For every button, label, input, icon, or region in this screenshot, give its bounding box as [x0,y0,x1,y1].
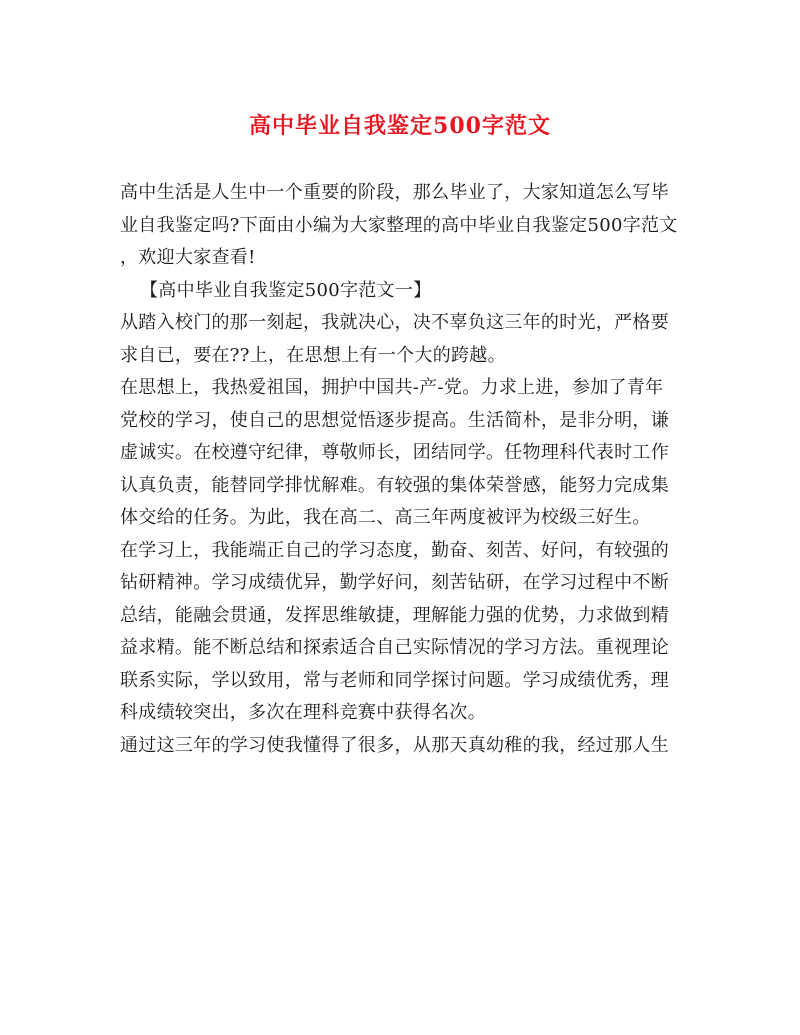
body-line: 求自已，要在??上，在思想上有一个大的跨越。 [120,344,506,366]
body-line: 认真负责，能替同学排忧解难。有较强的集体荣誉感，能努力完成集 [120,474,669,496]
document-body [120,177,690,762]
body-line: 益求精。能不断总结和探索适合自己实际情况的学习方法。重视理论 [120,637,669,658]
body-line: 业自我鉴定吗?下面由小编为大家整理的高中毕业自我鉴定500字范文 [120,214,678,236]
body-line: 体交给的任务。为此，我在高二、高三年两度被评为校级三好生。 [120,507,651,528]
body-line: 虚诚实。在校遵守纪律，尊敬师长，团结同学。任物理科代表时工作 [120,442,669,463]
body-line: 科成绩较突出，多次在理科竞赛中获得名次。 [120,702,486,723]
body-line: 钻研精神。学习成绩优异，勤学好问，刻苦钻研，在学习过程中不断 [120,572,669,593]
body-line: 联系实际，学以致用，常与老师和同学探讨问题。学习成绩优秀，理 [120,669,669,691]
body-line: 在思想上，我热爱祖国，拥护中国共-产-党。力求上进，参加了青年 [120,377,664,398]
body-line: 通过这三年的学习使我懂得了很多，从那天真幼稚的我，经过那人生 [120,734,669,756]
body-line: 从踏入校门的那一刻起，我就决心，决不辜负这三年的时光，严格要 [120,312,669,333]
body-line: 高中生活是人生中一个重要的阶段，那么毕业了，大家知道怎么写毕 [120,182,669,203]
document-title: 高中毕业自我鉴定500字范文 [249,113,551,139]
body-line: 总结，能融会贯通，发挥思维敏捷，理解能力强的优势，力求做到精 [120,604,669,626]
body-line: 党校的学习，使自己的思想觉悟逐步提高。生活简朴，是非分明，谦 [120,409,669,431]
body-line: 在学习上，我能端正自己的学习态度，勤奋、刻苦、好问，有较强的 [120,539,669,561]
section-heading: 【高中毕业自我鉴定500字范文一】 [140,279,432,301]
body-line: ，欢迎大家查看! [120,247,256,268]
